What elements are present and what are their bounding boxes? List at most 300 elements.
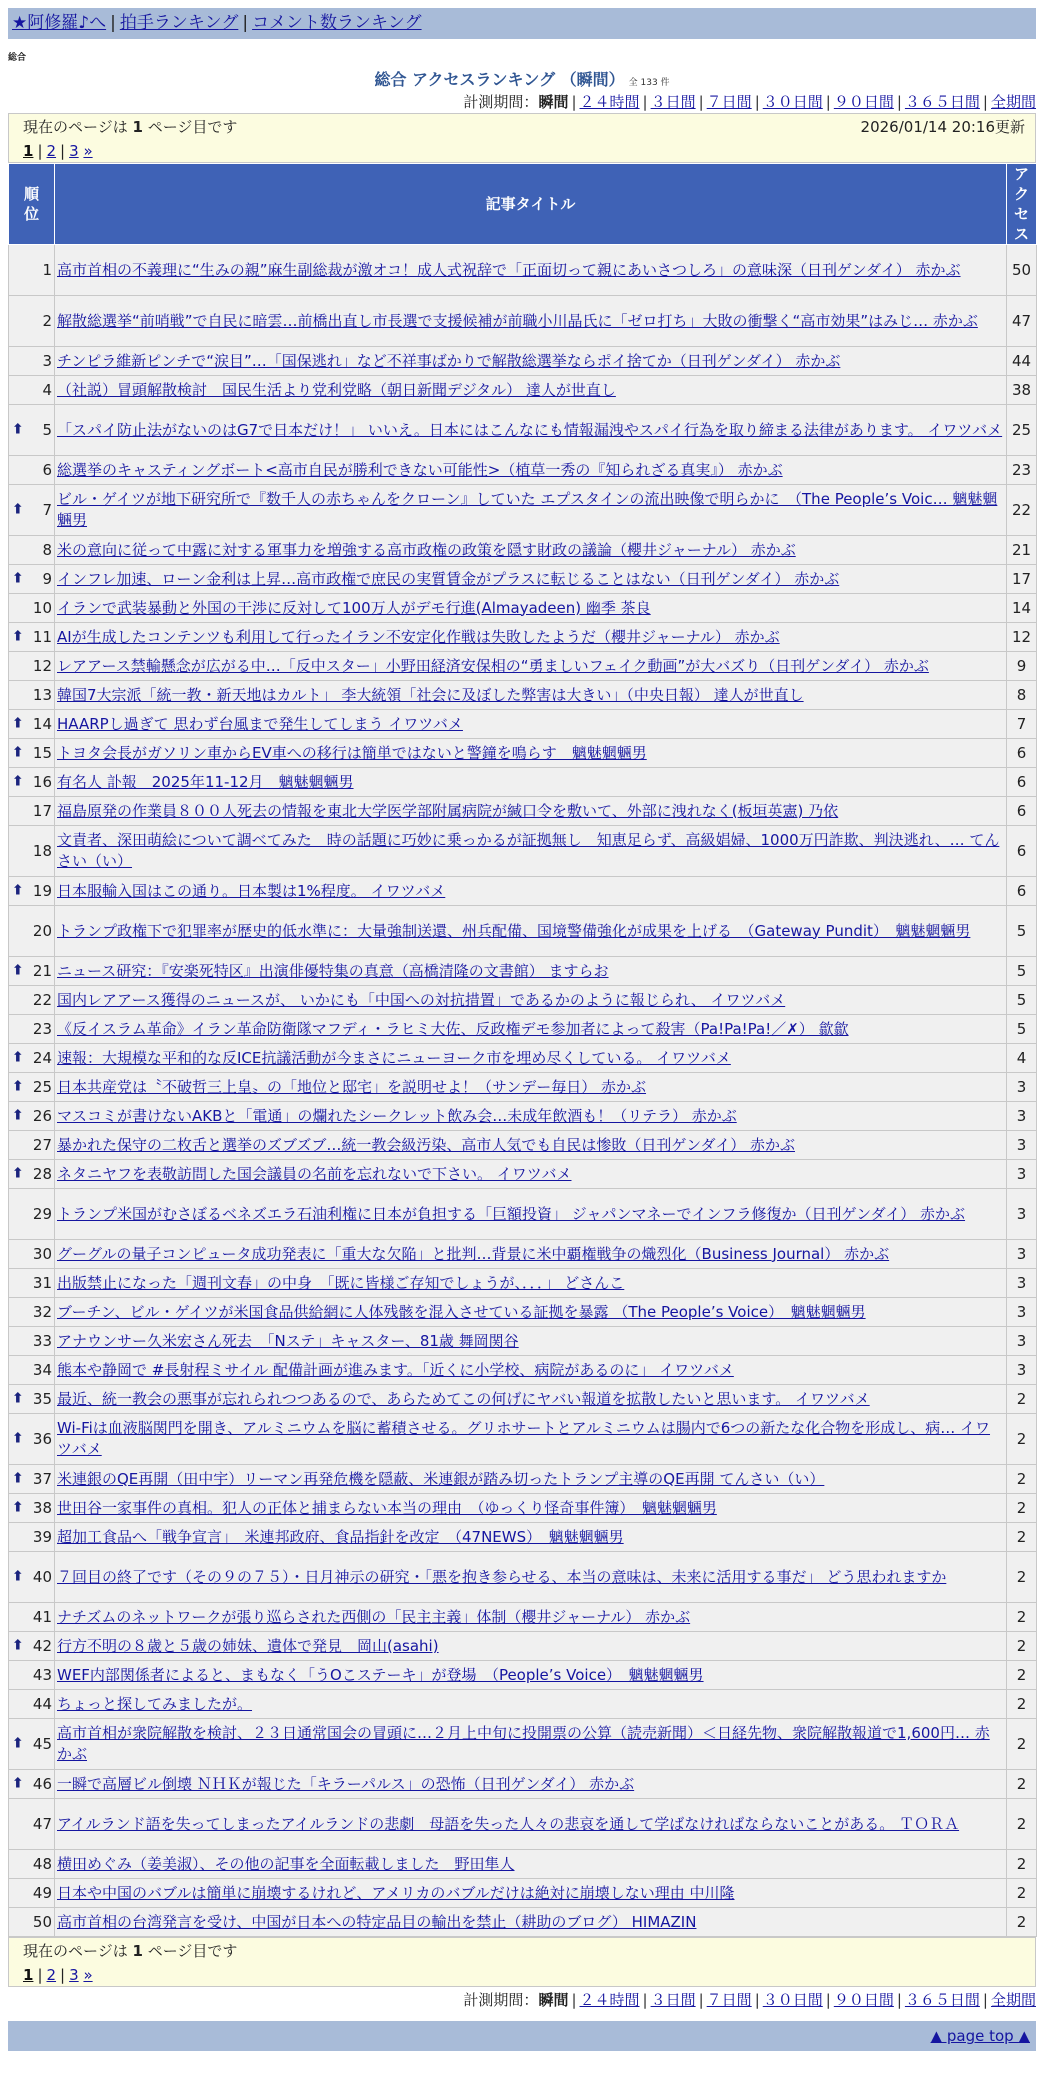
rank-cell [9, 623, 55, 652]
rank-number: 22 [32, 990, 52, 1009]
article-title-link[interactable]: トヨタ会長がガソリン車からEV車への移行は簡単ではないと警鐘を鳴らす 魑魅魍魎男 [57, 743, 647, 762]
page-status-prefix: 現在のページは [23, 1942, 128, 1960]
rank-number: 38 [32, 1498, 52, 1517]
table-row [9, 681, 1037, 710]
access-cell: 2 [1007, 1494, 1037, 1523]
title-cell [55, 1189, 1007, 1240]
access-cell: 5 [1007, 957, 1037, 986]
rank-cell [9, 565, 55, 594]
rank-cell [9, 1044, 55, 1073]
period-option-link[interactable]: ３日間 [650, 1991, 696, 2009]
access-cell: 6 [1007, 797, 1037, 826]
rank-cell [9, 485, 55, 536]
table-row [9, 957, 1037, 986]
article-title-link[interactable]: 韓国7大宗派「統一教・新天地はカルト」 李大統領「社会に及ぼした弊害は大きい」（中央日報） 達人が世直し [57, 685, 804, 704]
rank-cell [9, 456, 55, 485]
title-cell [55, 1603, 1007, 1632]
rank-cell [9, 1131, 55, 1160]
article-title-link[interactable]: 超加工食品へ「戦争宣言」 米連邦政府、食品指針を改定 （47NEWS） 魑魅魍魎男 [57, 1527, 624, 1546]
rank-cell [9, 1552, 55, 1603]
rank-cell [9, 1189, 55, 1240]
article-title-link[interactable]: 日本服輸入国はこの通り。日本製は1%程度。 イワツバメ [57, 881, 446, 900]
title-cell [55, 906, 1007, 957]
access-cell: 2 [1007, 1414, 1037, 1465]
access-cell: 2 [1007, 1799, 1037, 1850]
rank-number: 21 [32, 961, 52, 980]
period-separator: | [825, 93, 831, 111]
up-arrow-icon: ⬆ [12, 1107, 24, 1124]
up-arrow-icon: ⬆ [12, 421, 24, 438]
access-cell: 7 [1007, 710, 1037, 739]
period-separator: | [982, 93, 988, 111]
rank-number: 34 [32, 1360, 52, 1379]
access-cell: 5 [1007, 1015, 1037, 1044]
table-row [9, 739, 1037, 768]
table-row [9, 797, 1037, 826]
article-title-link[interactable]: ビル・ゲイツが地下研究所で『数千人の赤ちゃんをクローン』していた エプスタインの流出映像で明らかに （The People’s Voic… 魑魅魍魎男 [57, 490, 998, 529]
title-cell [55, 768, 1007, 797]
title-cell [55, 296, 1007, 347]
rank-number: 48 [32, 1854, 52, 1873]
nav-separator: | [110, 13, 116, 33]
pager-page-link[interactable]: 3 [69, 1966, 79, 1984]
table-row [9, 405, 1037, 456]
article-title-link[interactable]: 速報：大規模な平和的な反ICE抗議活動が今まさにニューヨーク市を埋め尽くしている。 イワツバメ [57, 1048, 731, 1067]
pager-box-bottom [8, 1937, 1036, 1987]
title-cell [55, 1799, 1007, 1850]
page-status-suffix: ページ目です [147, 118, 238, 136]
up-arrow-icon: ⬆ [12, 1735, 24, 1752]
period-separator: | [571, 1991, 577, 2009]
col-access-header: アクセス [1007, 164, 1037, 245]
title-cell [55, 1160, 1007, 1189]
article-title-link[interactable]: AIが生成したコンテンツも利用して行ったイラン不安定化作戦は失敗したようだ（櫻井ジャーナル） 赤かぶ [57, 627, 780, 646]
article-title-link[interactable]: 有名人 訃報 2025年11-12月 魑魅魍魎男 [57, 772, 354, 791]
period-option-link[interactable]: ９０日間 [833, 1991, 894, 2009]
article-title-link[interactable]: トランプ米国がむさぼるベネズエラ石油利権に日本が負担する「巨額投資」 ジャパンマネーでインフラ修復か（日刊ゲンダイ） 赤かぶ [57, 1204, 966, 1223]
table-row [9, 1494, 1037, 1523]
rank-number: 49 [32, 1883, 52, 1902]
title-cell [55, 1661, 1007, 1690]
article-title-link[interactable]: チンピラ維新ピンチで“涙目”…「国保逃れ」など不祥事ばかりで解散総選挙ならポイ捨てか（日刊ゲンダイ） 赤かぶ [57, 351, 841, 370]
article-title-link[interactable]: 《反イスラム革命》イラン革命防衛隊マフディ・ラヒミ大佐、反政権デモ参加者によって殺害（Pa!Pa!Pa!／✗） 歙歙 [57, 1019, 849, 1038]
title-cell [55, 1494, 1007, 1523]
rank-cell [9, 1850, 55, 1879]
article-title-link[interactable]: 日本や中国のバブルは簡単に崩壊するけれど、アメリカのバブルだけは絶対に崩壊しない理由 中川隆 [57, 1883, 735, 1902]
table-row [9, 1414, 1037, 1465]
rank-number: 1 [42, 260, 52, 279]
rank-number: 12 [32, 656, 52, 675]
rank-cell [9, 906, 55, 957]
article-title-link[interactable]: 福島原発の作業員８００人死去の情報を東北大学医学部附属病院が緘口令を敷いて、外部に洩れなく(板垣英憲) 乃依 [57, 801, 839, 820]
rank-number: 32 [32, 1302, 52, 1321]
pager-separator: | [60, 1966, 66, 1984]
rank-number: 17 [32, 801, 52, 820]
rank-cell [9, 768, 55, 797]
table-row [9, 826, 1037, 877]
table-row [9, 1799, 1037, 1850]
rank-number: 39 [32, 1527, 52, 1546]
pager-links [23, 139, 1025, 163]
title-cell [55, 681, 1007, 710]
rank-cell [9, 1269, 55, 1298]
title-cell [55, 347, 1007, 376]
table-row [9, 1073, 1037, 1102]
rank-number: 19 [32, 881, 52, 900]
title-cell [55, 652, 1007, 681]
title-cell [55, 1465, 1007, 1494]
access-cell: 3 [1007, 1160, 1037, 1189]
table-row [9, 1298, 1037, 1327]
table-row [9, 877, 1037, 906]
table-row [9, 485, 1037, 536]
rank-cell [9, 1632, 55, 1661]
access-cell: 2 [1007, 1465, 1037, 1494]
title-cell [55, 1240, 1007, 1269]
article-title-link[interactable]: 行方不明の８歳と５歳の姉妹、遺体で発見 岡山(asahi) [57, 1636, 439, 1655]
up-arrow-icon: ⬆ [12, 1165, 24, 1182]
rank-cell [9, 1385, 55, 1414]
period-option-link[interactable]: ３０日間 [762, 1991, 823, 2009]
rank-number: 6 [42, 460, 52, 479]
rank-cell [9, 681, 55, 710]
page-status-suffix: ページ目です [147, 1942, 238, 1960]
table-row [9, 1523, 1037, 1552]
pager-page-link[interactable]: 2 [46, 1966, 57, 1984]
rank-cell [9, 1356, 55, 1385]
period-option-link[interactable]: ３６５日間 [904, 1991, 980, 2009]
rank-number: 14 [32, 714, 52, 733]
period-option-link[interactable]: ２４時間 [579, 93, 640, 111]
rank-number: 28 [32, 1164, 52, 1183]
up-arrow-icon: ⬆ [12, 1470, 24, 1487]
title-cell [55, 1269, 1007, 1298]
period-label: 計測期間： [463, 93, 539, 111]
access-cell: 2 [1007, 1770, 1037, 1799]
rank-number: 30 [32, 1244, 52, 1263]
rank-number: 27 [32, 1135, 52, 1154]
article-title-link[interactable]: ７回目の終了です（その９の７５）・日月神示の研究・「悪を抱き参らせる、本当の意味は、未来に活用する事だ」 どう思われますか [57, 1567, 947, 1586]
period-selector-bottom [8, 1989, 1036, 2011]
rank-cell [9, 1799, 55, 1850]
access-cell: 3 [1007, 1189, 1037, 1240]
access-cell: 3 [1007, 1131, 1037, 1160]
table-row [9, 594, 1037, 623]
rank-cell [9, 1719, 55, 1770]
rank-cell [9, 1523, 55, 1552]
article-title-link[interactable]: 米の意向に従って中露に対する軍事力を増強する高市政権の政策を隠す財政の議論（櫻井ジャーナル） 赤かぶ [57, 540, 796, 559]
article-title-link[interactable]: 一瞬で高層ビル倒壊 ＮＨＫが報じた「キラーパルス」の恐怖（日刊ゲンダイ） 赤かぶ [57, 1774, 635, 1793]
table-row [9, 1102, 1037, 1131]
rank-number: 7 [42, 500, 52, 519]
rank-cell [9, 536, 55, 565]
table-row [9, 1770, 1037, 1799]
article-title-link[interactable]: 高市首相の台湾発言を受け、中国が日本への特定品目の輸出を禁止（耕助のブログ） HIMAZIN [57, 1912, 697, 1931]
table-row [9, 536, 1037, 565]
article-title-link[interactable]: 出版禁止になった「週刊文春」の中身 「既に皆様ご存知でしょうが、．．．」 どさんこ [57, 1273, 625, 1292]
title-cell [55, 1102, 1007, 1131]
rank-cell [9, 1908, 55, 1937]
access-cell: 38 [1007, 376, 1037, 405]
article-title-link[interactable]: 米連銀のQE再開（田中宇）リーマン再発危機を隠蔽、米連銀が踏み切ったトランプ主導のQE再開 てんさい（い） [57, 1469, 825, 1488]
period-option-link[interactable]: 全期間 [990, 93, 1036, 111]
rank-cell [9, 347, 55, 376]
article-title-link[interactable]: 文責者、深田萌絵について調べてみた 時の話題に巧妙に乗っかるが証拠無し 知恵足らず、高級娼婦、1000万円詐欺、判決逃れ、… てんさい（い） [57, 831, 1000, 870]
rank-cell [9, 594, 55, 623]
rank-cell [9, 957, 55, 986]
pager-links [23, 1963, 1025, 1987]
article-title-link[interactable]: 熊本や静岡で #長射程ミサイル 配備計画が進みます。「近くに小学校、病院があるのに」 イワツバメ [57, 1360, 734, 1379]
title-cell [55, 376, 1007, 405]
pager-separator: | [60, 142, 66, 160]
rank-cell [9, 1465, 55, 1494]
article-title-link[interactable]: 世田谷一家事件の真相。犯人の正体と捕まらない本当の理由 （ゆっくり怪奇事件簿） 魑魅魍魎男 [57, 1498, 717, 1517]
rank-cell [9, 376, 55, 405]
period-separator: | [896, 93, 902, 111]
period-option-link[interactable]: ７日間 [706, 1991, 752, 2009]
period-separator: | [698, 93, 704, 111]
rank-cell [9, 1494, 55, 1523]
table-row [9, 347, 1037, 376]
article-title-link[interactable]: 国内レアアース獲得のニュースが、 いかにも「中国への対抗措置」であるかのように報じられ、 イワツバメ [57, 990, 786, 1009]
rank-cell [9, 986, 55, 1015]
rank-number: 15 [32, 743, 52, 762]
nav-comment-ranking-link[interactable]: コメント数ランキング [252, 13, 422, 33]
article-title-link[interactable]: マスコミが書けないAKBと「電通」の爛れたシークレット飲み会…未成年飲酒も！（リテラ） 赤かぶ [57, 1106, 737, 1125]
table-row [9, 1044, 1037, 1073]
title-cell [55, 594, 1007, 623]
rank-number: 2 [42, 311, 52, 330]
table-row [9, 986, 1037, 1015]
access-cell: 6 [1007, 877, 1037, 906]
title-cell [55, 485, 1007, 536]
period-separator: | [825, 1991, 831, 2009]
table-row [9, 1850, 1037, 1879]
pager-box [8, 113, 1036, 163]
article-title-link[interactable]: イランで武装暴動と外国の干渉に反対して100万人がデモ行進(Almayadeen) 幽季 茶良 [57, 598, 651, 617]
rank-cell [9, 1015, 55, 1044]
access-cell: 3 [1007, 1102, 1037, 1131]
article-title-link[interactable]: 横田めぐみ（姜美淑）、その他の記事を全面転載しました 野田隼人 [57, 1854, 515, 1873]
pager-next-link[interactable]: » [83, 1966, 93, 1984]
rank-cell [9, 1102, 55, 1131]
rank-number: 35 [32, 1389, 52, 1408]
article-title-link[interactable]: グーグルの量子コンピュータ成功発表に「重大な欠陥」と批判…背景に米中覇権戦争の熾烈化（Business Journal） 赤かぶ [57, 1244, 890, 1263]
rank-cell [9, 1879, 55, 1908]
article-title-link[interactable]: ブーチン、ビル・ゲイツが米国食品供給網に人体残骸を混入させている証拠を暴露 （The People’s Voice） 魑魅魍魎男 [57, 1302, 866, 1321]
table-row [9, 456, 1037, 485]
access-cell: 50 [1007, 245, 1037, 296]
rank-number: 33 [32, 1331, 52, 1350]
up-arrow-icon: ⬆ [12, 628, 24, 645]
up-arrow-icon: ⬆ [12, 570, 24, 587]
page-status [23, 1939, 237, 1963]
up-arrow-icon: ⬆ [12, 1430, 24, 1447]
title-cell [55, 797, 1007, 826]
col-title-header: 記事タイトル [55, 164, 1007, 245]
article-title-link[interactable]: インフレ加速、ローン金利は上昇…高市政権で庶民の実質賃金がプラスに転じることはない（日刊ゲンダイ） 赤かぶ [57, 569, 840, 588]
period-option-link[interactable]: ７日間 [706, 93, 752, 111]
article-title-link[interactable]: ネタニヤフを表敬訪問した国会議員の名前を忘れないで下さい。 イワツバメ [57, 1164, 572, 1183]
pager-page-link[interactable]: 2 [46, 142, 57, 160]
up-arrow-icon: ⬆ [12, 1637, 24, 1654]
title-cell [55, 1131, 1007, 1160]
updated-timestamp: 2026/01/14 20:16更新 [860, 118, 1025, 136]
access-cell: 2 [1007, 1385, 1037, 1414]
table-row [9, 768, 1037, 797]
access-cell: 6 [1007, 826, 1037, 877]
access-cell: 2 [1007, 1719, 1037, 1770]
access-cell: 14 [1007, 594, 1037, 623]
rank-cell [9, 245, 55, 296]
access-cell: 2 [1007, 1632, 1037, 1661]
rank-cell [9, 1661, 55, 1690]
period-separator: | [754, 93, 760, 111]
table-row [9, 1465, 1037, 1494]
title-cell [55, 1044, 1007, 1073]
access-cell: 44 [1007, 347, 1037, 376]
period-option-link[interactable]: ３６５日間 [904, 93, 980, 111]
table-row [9, 1719, 1037, 1770]
title-cell [55, 1523, 1007, 1552]
table-row [9, 1356, 1037, 1385]
pager-page-link[interactable]: 3 [69, 142, 79, 160]
article-title-link[interactable]: アナウンサー久米宏さん死去 「Nステ」キャスター、81歳 舞岡関谷 [57, 1331, 519, 1350]
nav-separator: | [242, 13, 249, 33]
table-row [9, 565, 1037, 594]
period-selector [8, 91, 1036, 113]
rank-number: 43 [32, 1665, 52, 1684]
access-cell: 5 [1007, 906, 1037, 957]
title-cell [55, 1908, 1007, 1937]
rank-number: 25 [32, 1077, 52, 1096]
period-option-link[interactable]: 全期間 [990, 1991, 1036, 2009]
rank-number: 50 [32, 1912, 52, 1931]
title-cell [55, 957, 1007, 986]
up-arrow-icon: ⬆ [12, 501, 24, 518]
article-title-link[interactable]: ニュース研究：『安楽死特区』出演俳優特集の真意（高橋清隆の文書館） ますらお [57, 961, 609, 980]
article-title-link[interactable]: ちょっと探してみましたが。 [57, 1694, 253, 1713]
table-row [9, 296, 1037, 347]
access-cell: 8 [1007, 681, 1037, 710]
rank-number: 10 [32, 598, 52, 617]
pager-current-page: 1 [23, 1966, 34, 1984]
up-arrow-icon: ⬆ [12, 1775, 24, 1792]
pager-next-link[interactable]: » [83, 142, 93, 160]
access-cell: 12 [1007, 623, 1037, 652]
article-title-link[interactable]: トランプ政権下で犯罪率が歴史的低水準に：大量強制送還、州兵配備、国境警備強化が成果を上げる （Gateway Pundit） 魑魅魍魎男 [57, 921, 971, 940]
access-cell: 9 [1007, 652, 1037, 681]
period-separator: | [642, 1991, 648, 2009]
article-title-link[interactable]: 解散総選挙“前哨戦”で自民に暗雲…前橋出直し市長選で支援候補が前職小川晶氏に「ゼロ打ち」大敗の衝撃く“高市効果”はみじ… 赤かぶ [57, 311, 978, 330]
title-cell [55, 565, 1007, 594]
title-cell [55, 739, 1007, 768]
article-title-link[interactable]: 総選挙のキャスティングボート<高市自民が勝利できない可能性>（植草一秀の『知られざる真実』） 赤かぶ [57, 460, 783, 479]
article-title-link[interactable]: アイルランド語を失ってしまったアイルランドの悲劇 母語を失った人々の悲哀を通して学ばなければならないことがある。 ＴＯＲＡ [57, 1814, 960, 1833]
rank-cell [9, 797, 55, 826]
article-title-link[interactable]: Wi-Fiは血液脳関門を開き、アルミニウムを脳に蓄積させる。グリホサートとアルミニウムは腸内で6つの新たな化合物を形成し、病… イワツバメ [57, 1419, 991, 1458]
rank-cell [9, 1073, 55, 1102]
period-option-link[interactable]: ２４時間 [579, 1991, 640, 2009]
article-title-link[interactable]: ナチズムのネットワークが張り巡らされた西側の「民主主義」体制（櫻井ジャーナル） 赤かぶ [57, 1607, 691, 1626]
title-cell [55, 405, 1007, 456]
period-option-link[interactable]: ３０日間 [762, 93, 823, 111]
table-row [9, 1131, 1037, 1160]
page-status [23, 115, 237, 139]
period-separator: | [982, 1991, 988, 2009]
access-cell: 21 [1007, 536, 1037, 565]
up-arrow-icon: ⬆ [12, 1499, 24, 1516]
period-option-link[interactable]: ９０日間 [833, 93, 894, 111]
article-title-link[interactable]: 日本共産党は〝不破哲三上皇〟の「地位と邸宅」を説明せよ！（サンデー毎日） 赤かぶ [57, 1077, 647, 1096]
title-cell [55, 536, 1007, 565]
rank-number: 31 [32, 1273, 52, 1292]
access-cell: 2 [1007, 1603, 1037, 1632]
article-title-link[interactable]: HAARPし過ぎて 思わず台風まで発生してしまう イワツバメ [57, 714, 463, 733]
article-title-link[interactable]: 高市首相が衆院解散を検討、２３日通常国会の冒頭に…２月上中旬に投開票の公算（読売新聞）＜日経先物、衆院解散報道で1,600円… 赤かぶ [57, 1724, 990, 1763]
nav-home-link[interactable]: ★阿修羅♪へ [12, 13, 107, 33]
title-cell [55, 1356, 1007, 1385]
table-row [9, 1632, 1037, 1661]
pager-current-page: 1 [23, 142, 34, 160]
article-title-link[interactable]: 最近、統一教会の悪事が忘れられつつあるので、あらためてこの何げにヤバい報道を拡散したいと思います。 イワツバメ [57, 1389, 870, 1408]
pager-separator: | [37, 1966, 43, 1984]
access-cell: 17 [1007, 565, 1037, 594]
table-row [9, 1603, 1037, 1632]
page-top-link[interactable]: ▲ page top ▲ [930, 2027, 1030, 2045]
rank-cell [9, 296, 55, 347]
title-cell [55, 986, 1007, 1015]
rank-number: 16 [32, 772, 52, 791]
ranking-table-body [9, 245, 1037, 1937]
rank-number: 46 [32, 1774, 52, 1793]
article-title-link[interactable]: 「スパイ防止法がないのはG7で日本だけ！」 いいえ。日本にはこんなにも情報漏洩やスパイ行為を取り締まる法律があります。 イワツバメ [57, 420, 1003, 439]
title-cell [55, 1327, 1007, 1356]
table-header-row [9, 164, 1037, 245]
rank-number: 24 [32, 1048, 52, 1067]
access-cell: 3 [1007, 1073, 1037, 1102]
table-row [9, 623, 1037, 652]
title-cell [55, 877, 1007, 906]
ranking-table [8, 163, 1037, 1937]
article-title-link[interactable]: レアアース禁輸懸念が広がる中…「反中スター」小野田経済安保相の“勇ましいフェイク動画”が大バズり（日刊ゲンダイ） 赤かぶ [57, 656, 929, 675]
total-count: 全 133 件 [628, 78, 670, 88]
period-separator: | [698, 1991, 704, 2009]
access-cell: 6 [1007, 739, 1037, 768]
pager-status-line [23, 115, 1025, 139]
period-separator: | [754, 1991, 760, 2009]
title-cell [55, 1073, 1007, 1102]
article-title-link[interactable]: 暴かれた保守の二枚舌と選挙のズブズブ…統一教会級汚染、高市人気でも自民は惨敗（日刊ゲンダイ） 赤かぶ [57, 1135, 795, 1154]
page-status-number: 1 [132, 1942, 143, 1960]
access-cell: 5 [1007, 986, 1037, 1015]
period-option-link[interactable]: ３日間 [650, 93, 696, 111]
article-title-link[interactable]: （社説）冒頭解散検討 国民生活より党利党略（朝日新聞デジタル） 達人が世直し [57, 380, 616, 399]
title-cell [55, 1879, 1007, 1908]
nav-clap-ranking-link[interactable]: 拍手ランキング [119, 13, 239, 33]
access-cell: 3 [1007, 1240, 1037, 1269]
rank-cell [9, 1240, 55, 1269]
access-cell: 3 [1007, 1356, 1037, 1385]
rank-cell [9, 1770, 55, 1799]
period-label: 計測期間： [463, 1991, 539, 2009]
title-cell [55, 710, 1007, 739]
ranking-header [8, 69, 1036, 91]
article-title-link[interactable]: WEF内部関係者によると、まもなく「うOこステーキ」が登場 （People’s Voice） 魑魅魍魎男 [57, 1665, 704, 1684]
article-title-link[interactable]: 高市首相の不義理に“生みの親”麻生副総裁が激オコ！成人式祝辞で「正面切って親にあいさつしろ」の意味深（日刊ゲンダイ） 赤かぶ [57, 260, 961, 279]
title-cell [55, 1414, 1007, 1465]
rank-cell [9, 710, 55, 739]
